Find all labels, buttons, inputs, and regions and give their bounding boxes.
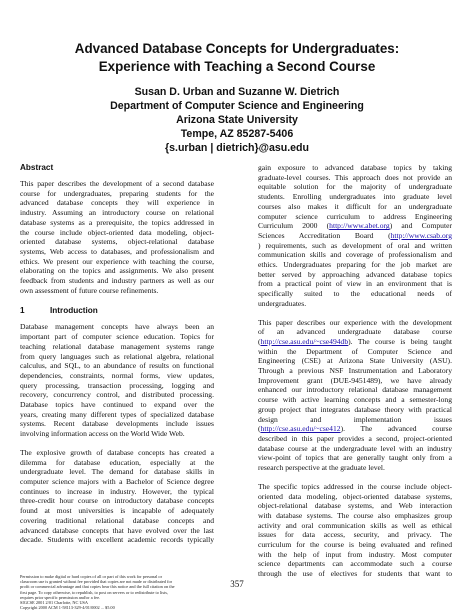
text-line: science departments can accommodate such a course (258, 559, 452, 569)
cse494-link[interactable]: http://cse.asu.edu/~cse494db (260, 336, 349, 346)
right-paragraph-2 (258, 318, 452, 473)
author-names: Susan D. Urban and Suzanne W. Dietrich (134, 86, 340, 98)
text-line: enhanced our introductory relational database management (258, 385, 452, 395)
text-line: recovery, concurrency control, and distributed processing. (20, 390, 214, 400)
text-line: continues to increase in industry. However, the typical (20, 486, 214, 496)
text-line: involving information access on the World Wide Web. (20, 429, 185, 439)
text-line: activity and oral communication skills as well as ethical (258, 520, 452, 530)
text-line: oriented database systems, object-relational database (20, 237, 214, 247)
text-line: years, creating many different types of specialized database (20, 409, 214, 419)
text-line: requires prior specific permission and/or a fee. (20, 594, 101, 600)
text-line: (http://cse.asu.edu/~cse494db). The course is being taught (258, 336, 452, 346)
text-line: research perspective at the graduate level. (258, 463, 385, 473)
author-block (20, 85, 454, 155)
text-line: with database systems. The course also emphasizes group (258, 510, 452, 520)
text-line: ethics. Undergraduates preparing for the job market are (258, 260, 452, 270)
text-line: SIGCSE 2001 2/01 Charlotte, NC USA (20, 600, 89, 606)
abstract-heading: Abstract (20, 163, 54, 172)
text-line: within the Department of Computer Science and (258, 346, 452, 356)
text-line: Database management concepts have always been an (20, 322, 214, 332)
text-line: ) requirements, such as development of oral and written (258, 240, 452, 250)
author-university: Arizona State University (176, 114, 298, 126)
text-line: equitable solution for the majority of undergraduate (258, 182, 452, 192)
right-paragraph-1 (258, 163, 452, 309)
text-line: advanced database concepts that have evolved over the last (20, 525, 214, 535)
text-line: industry. Assuming an introductory course on relational (20, 208, 214, 218)
text-line: Permission to make digital or hard copies of all or part of this work for personal or (20, 574, 163, 579)
right-column (258, 163, 452, 588)
text-line: students. Enrolling undergraduates into graduate level (258, 192, 452, 202)
text-line: advanced database concepts they will experience in (20, 198, 214, 208)
text-line: classroom use is granted without fee provided that copies are not made or distributed for (20, 579, 173, 585)
text-line: database course at the undergraduate level with an industry (258, 443, 452, 453)
text-line: the course include object-oriented data modeling, object- (20, 227, 214, 237)
text-line: dilemma for database education, especially at the (20, 457, 214, 467)
text-line: object-relational database systems, and Web interaction (258, 501, 452, 511)
text-line: with the help of input from industry. Most computer (258, 549, 452, 559)
text-line: curriculum for the course is being evaluated and refined (258, 540, 452, 550)
title-line-2: Experience with Teaching a Second Course (98, 59, 376, 74)
text-line: ethics. We present our experience with teaching the course, (20, 256, 214, 266)
text-line: three-credit hour course on introductory database concepts (20, 496, 214, 506)
text-line: Database topics have continued to expand over the (20, 400, 214, 410)
text-line: through the use of electives for students that want to (258, 569, 452, 579)
text-line: computer science majors with a Bachelor of Science degree (20, 476, 214, 486)
text-line: decade. Students with excellent academic records typically (20, 535, 214, 545)
text-line: calculus, and SQL, to an abundance of results on functional (20, 361, 214, 371)
left-column (20, 163, 214, 554)
abstract-text (20, 179, 214, 295)
text-line: query processing, transaction processing, logging and (20, 380, 214, 390)
text-line: Copyright 2000 ACM 1-58113-329-4/01/0002 ... $5.00 (20, 605, 115, 611)
text-line: own assessment of future course refinements. (20, 285, 159, 295)
text-line: course for undergraduates, preparing students for the (20, 188, 214, 198)
text-line: found at most universities is incapable of adequately (20, 506, 214, 516)
text-line: Improvement grant (DUE-9451489), we have already (258, 375, 452, 385)
text-line: This paper describes our experience with the development (258, 317, 452, 327)
text-line: communication skills and coverage of professionalism and (258, 250, 452, 260)
text-line: better served by approaching advanced database topics (258, 269, 452, 279)
text-line: group project that integrates database theory with practical (258, 404, 452, 414)
introduction-heading (20, 306, 214, 316)
author-email: {s.urban | dietrich}@asu.edu (165, 142, 309, 154)
paper-title (20, 40, 454, 76)
text-line: from a practical point of view in an environment that is (258, 279, 452, 289)
page-number: 357 (230, 579, 244, 589)
text-line: Curriculum 2000 (http://www.abet.org) and Computer (258, 221, 452, 231)
right-paragraph-3 (258, 482, 452, 579)
text-line: teaching relational database management systems range (20, 341, 214, 351)
text-line: issues for data access, security, and privacy. The (258, 530, 452, 540)
section-number: 1 (20, 306, 25, 316)
text-line: courses also makes it difficult for an undergraduate (258, 201, 452, 211)
text-line: feedback from students and industry partners as well as our (20, 276, 214, 286)
text-line: (http://cse.asu.edu/~cse412). The advanced course (258, 424, 452, 434)
text-line: The explosive growth of database concepts has created a (20, 447, 214, 457)
text-line: systems. Recent database developments include issues (20, 419, 214, 429)
text-line: The specific topics addressed in the course include object- (258, 481, 452, 491)
text-line: from query languages such as relational algebra, relational (20, 351, 214, 361)
text-line: This paper describes the development of a second database (20, 179, 214, 188)
text-line: dependencies, constraints, normal forms, view updates, (20, 370, 214, 380)
author-department: Department of Computer Science and Engineering (110, 100, 364, 112)
text-line: undergraduate level. The demand for database skills in (20, 467, 214, 477)
text-line: elaborating on the topics and assignments. We also present (20, 266, 214, 276)
section-title: Introduction (50, 306, 98, 316)
intro-paragraph-2 (20, 448, 214, 545)
text-line: systems, Web access to databases, and professionalism and (20, 246, 214, 256)
cse412-link[interactable]: http://cse.asu.edu/~cse412 (260, 424, 341, 434)
intro-paragraph-1 (20, 322, 214, 438)
text-line: view-point of topics that are generally taught only from a (258, 453, 452, 463)
text-line: undergraduates. (258, 298, 307, 308)
author-city: Tempe, AZ 85287-5406 (180, 128, 294, 140)
text-line: oriented data modeling, object-oriented database systems, (258, 491, 452, 501)
text-line: gain exposure to advanced database topics by taking (258, 163, 452, 172)
text-line: profit or commercial advantage and that copies bear this notice and the full citation on the (20, 584, 175, 590)
text-line: covering traditional relational database concepts and (20, 515, 214, 525)
text-line: course with active learning concepts and a semester-long (258, 395, 452, 405)
text-line: Engineering (CSE) at Arizona State University (ASU). (258, 356, 452, 366)
text-line: database systems as a prerequisite, the topics addressed in (20, 217, 214, 227)
text-line: graduate-level courses. This approach does not provide an (258, 172, 452, 182)
text-line: first page. To copy otherwise, to republish, to post on servers or to redistribute to lists, (20, 589, 168, 595)
text-line: specifically suited to the educational needs of (258, 289, 452, 299)
csab-link[interactable]: http://www.csab.org (390, 230, 452, 240)
title-line-1: Advanced Database Concepts for Undergraduates: (74, 41, 400, 56)
text-line: Through a previous NSF Instrumentation and Laboratory (258, 366, 452, 376)
abet-link[interactable]: http://www.abet.org (329, 221, 390, 231)
text-line: design and implementation issues (258, 414, 452, 424)
copyright-footnote (20, 574, 220, 610)
text-line: of an advanced undergraduate database course (258, 327, 452, 337)
text-line: Sciences Accreditation Board (http://www.csab.org (258, 230, 452, 240)
text-line: important part of computer science education. Topics for (20, 332, 214, 342)
text-line: described in this paper provides a second, project-oriented (258, 433, 452, 443)
text-line: computer science curriculum to address Engineering (258, 211, 452, 221)
